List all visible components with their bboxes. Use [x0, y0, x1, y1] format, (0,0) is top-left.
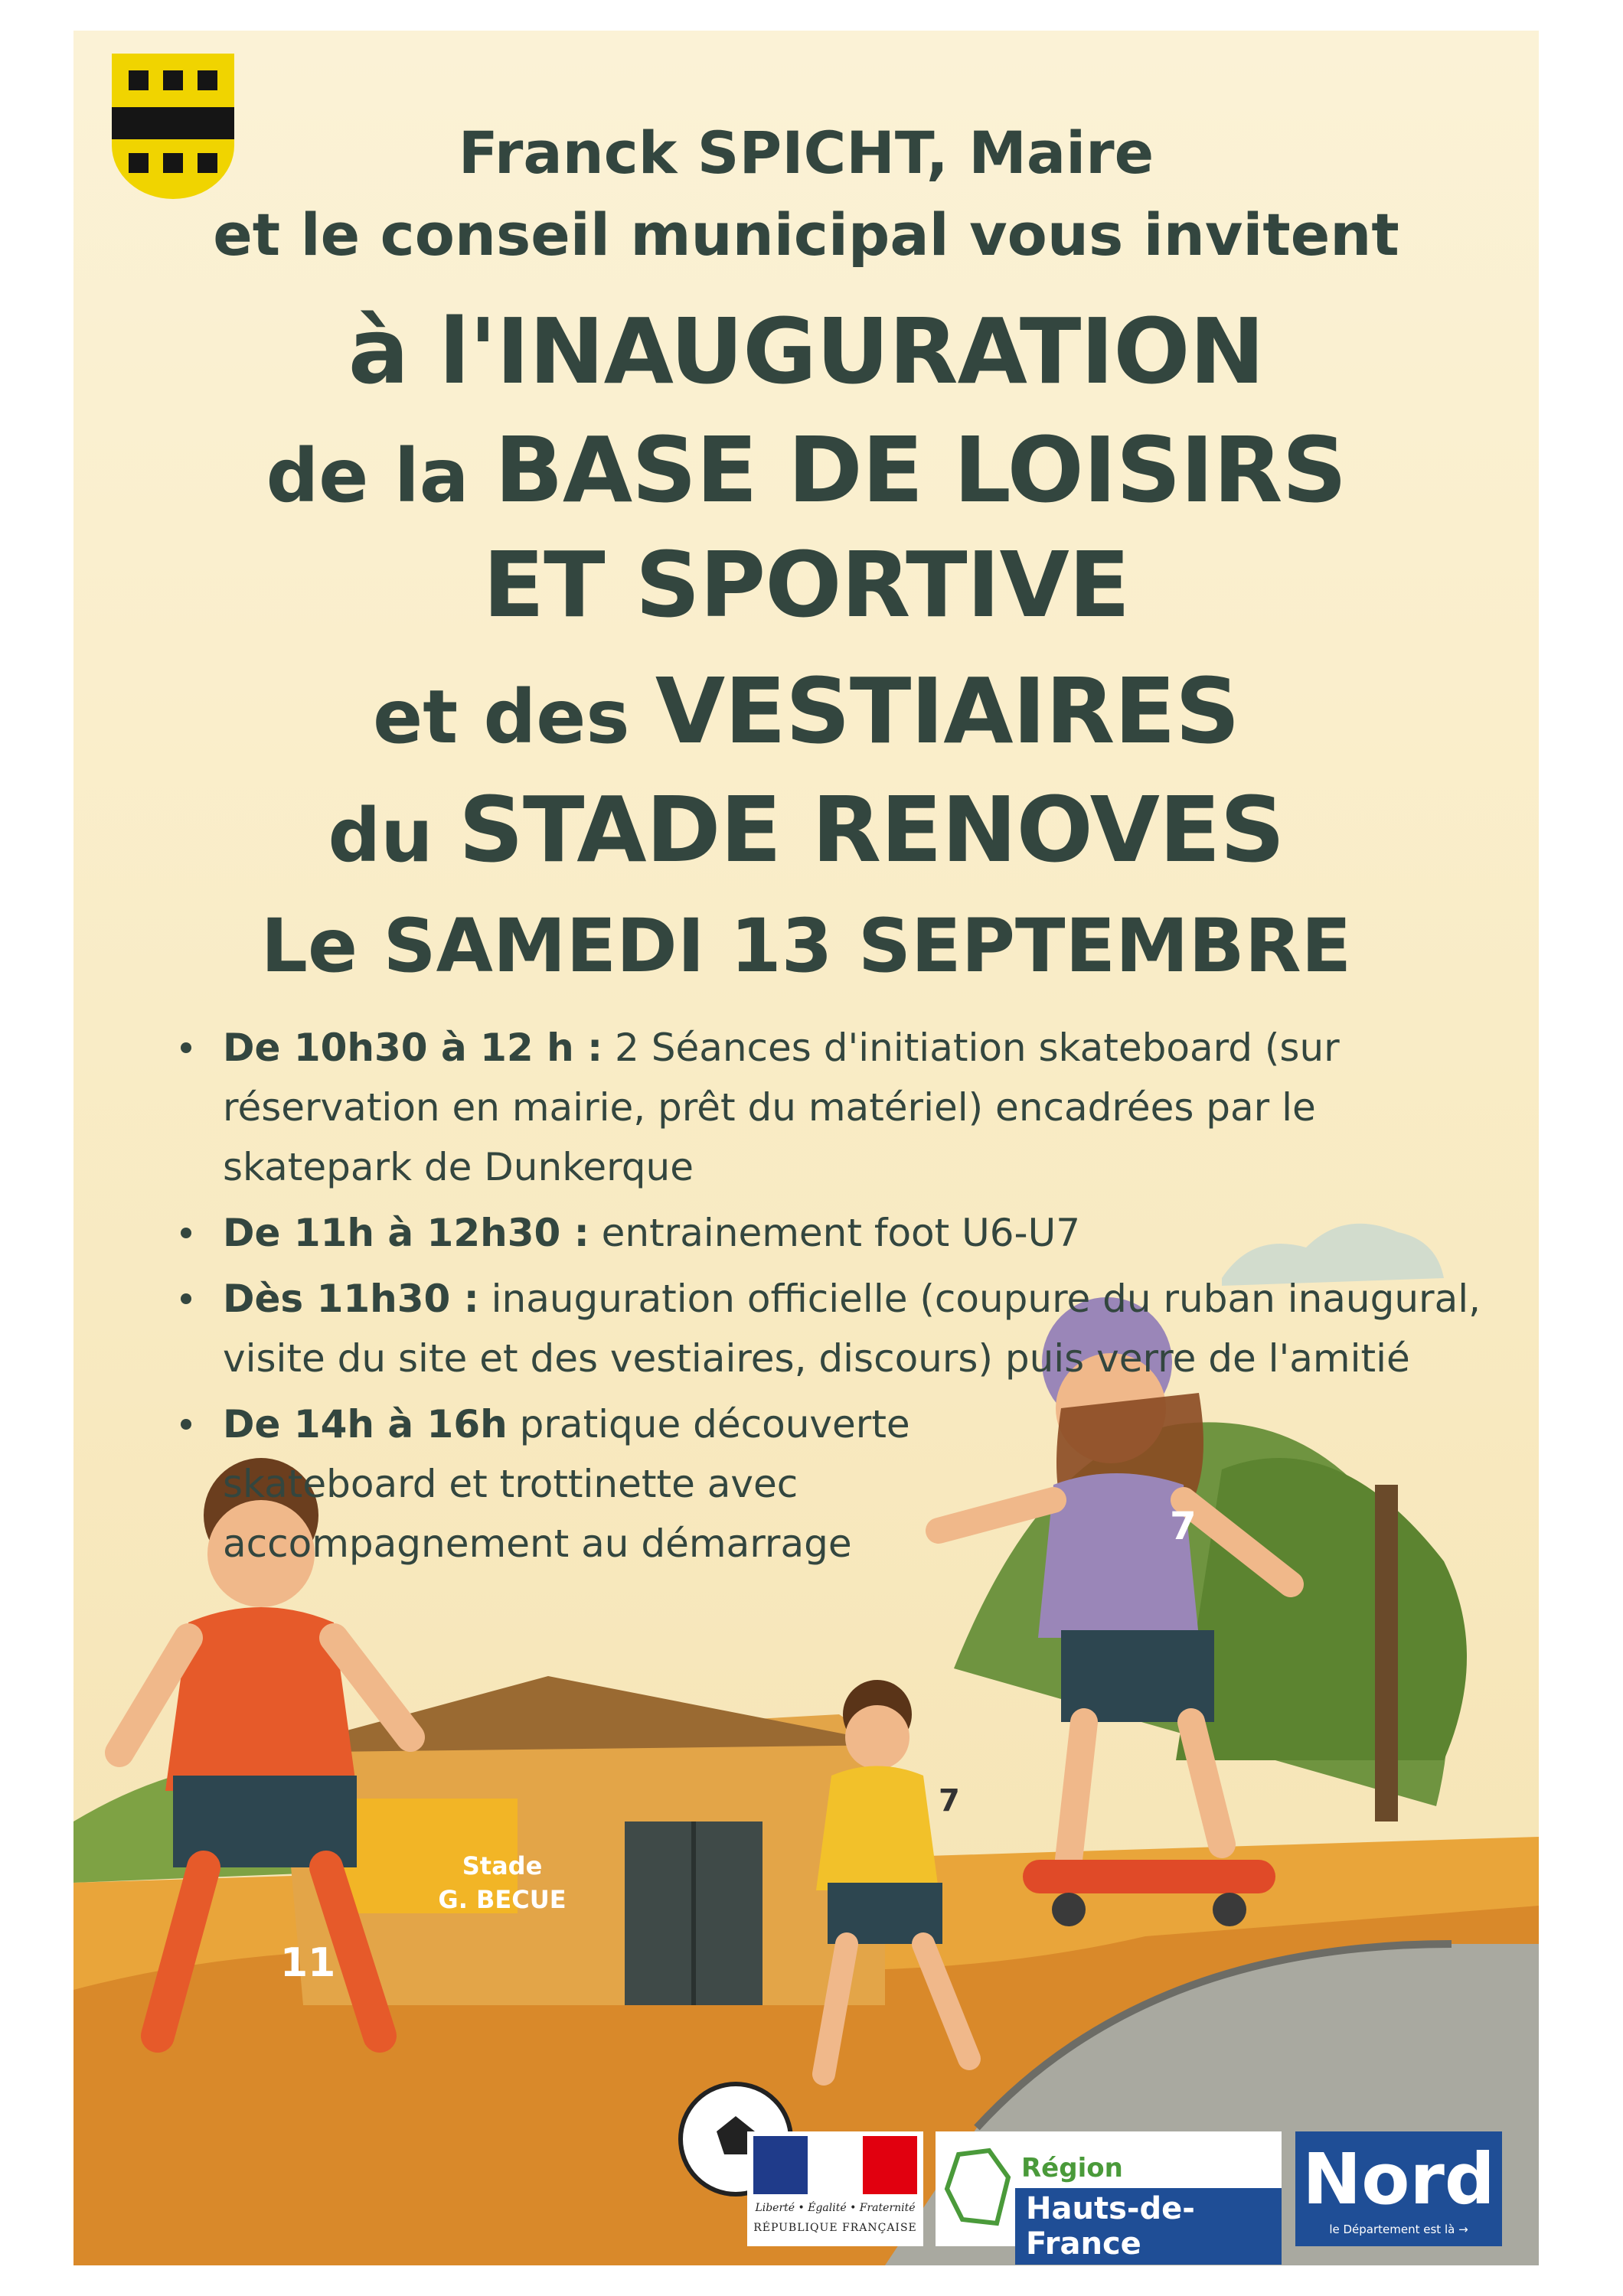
player-7	[816, 1766, 939, 1891]
republique-francaise-logo: Liberté • Égalité • Fraternité RÉPUBLIQUE FRANÇAISE	[747, 2131, 923, 2246]
mayor-line: Franck SPICHT, Maire	[458, 119, 1154, 187]
event-date: Le SAMEDI 13 SEPTEMBRE	[260, 903, 1352, 989]
jersey-number-7-skater: 7	[1170, 1504, 1197, 1548]
council-line: et le conseil municipal vous invitent	[213, 201, 1399, 269]
inauguration-title: à l'INAUGURATION	[348, 298, 1265, 404]
nord-departement-logo: Nord le Département est là →	[1295, 2131, 1502, 2246]
program-item: De 10h30 à 12 h : 2 Séances d'initiation skateboard (sur réservation en mairie, prêt du matériel) encadrées par le skatepark de Dunkerque	[181, 1018, 1482, 1197]
program-item: De 11h à 12h30 : entrainement foot U6-U7	[181, 1203, 1482, 1263]
region-hauts-de-france-logo: Région Hauts-de-France	[936, 2131, 1282, 2246]
jersey-number-11: 11	[280, 1940, 336, 1986]
title-line-base-loisirs: de la BASE DE LOISIRS	[266, 417, 1347, 523]
stade-sign: Stade G. BECUE	[438, 1851, 567, 1914]
title-line-vestiaires: et des VESTIAIRES	[373, 658, 1239, 764]
title-line-stade: du STADE RENOVES	[328, 777, 1285, 882]
program-item: Dès 11h30 : inauguration officielle (coupure du ruban inaugural, visite du site et des vestiaires, discours) puis verre de l'amitié	[181, 1269, 1482, 1388]
event-program	[181, 1018, 1482, 1580]
skateboard	[1023, 1860, 1275, 1893]
program-item: De 14h à 16h pratique découverte skateboard et trottinette avec accompagnement au démarrage	[181, 1394, 1034, 1574]
region-map-icon	[943, 2147, 1014, 2231]
invitation-poster	[73, 31, 1539, 2265]
partner-logos	[747, 2131, 1513, 2262]
jersey-number-7-player: 7	[939, 1783, 960, 1818]
title-line-sportive: ET SPORTIVE	[482, 532, 1130, 638]
